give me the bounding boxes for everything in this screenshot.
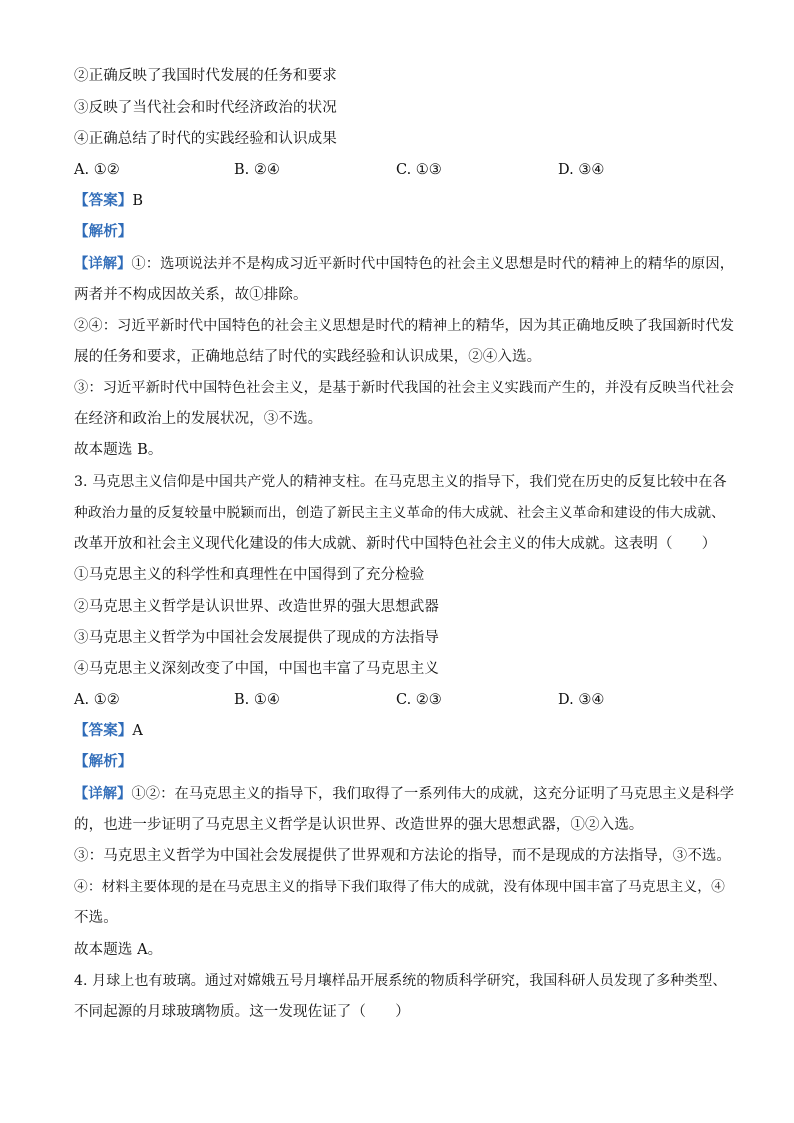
detail-line: ②④：习近平新时代中国特色的社会主义思想是时代的精神上的精华，因为其正确地反映了我国新时代发 <box>74 318 735 334</box>
detail-line <box>74 254 734 274</box>
question-stem: 3. 马克思主义信仰是中国共产党人的精神支柱。在马克思主义的指导下，我们党在历史的反复比较中在各 <box>74 474 727 490</box>
statement-2: ②马克思主义哲学是认识世界、改造世界的强大思想武器 <box>74 599 439 615</box>
detail-text: ①②：在马克思主义的指导下，我们取得了一系列伟大的成就，这充分证明了马克思主义是科学 <box>131 786 735 802</box>
option-a: A. ①② <box>74 162 120 178</box>
statement-2: ②正确反映了我国时代发展的任务和要求 <box>74 68 337 84</box>
statement-4: ④正确总结了时代的实践经验和认识成果 <box>74 131 337 147</box>
option-b: B. ①④ <box>234 692 280 708</box>
detail-line <box>74 784 734 804</box>
analysis-heading <box>74 222 734 242</box>
analysis-heading <box>74 752 734 772</box>
option-c: C. ②③ <box>396 692 442 708</box>
answer-tag: 【答案】 <box>74 192 133 209</box>
detail-line: 的，也进一步证明了马克思主义哲学是认识世界、改造世界的强大思想武器，①②入选。 <box>74 817 644 833</box>
conclusion-line: 故本题选 B。 <box>74 442 163 458</box>
answer-line <box>74 191 734 211</box>
statement-3: ③马克思主义哲学为中国社会发展提供了现成的方法指导 <box>74 630 439 646</box>
statement-3: ③反映了当代社会和时代经济政治的状况 <box>74 100 337 116</box>
option-c: C. ①③ <box>396 162 442 178</box>
analysis-tag: 【解析】 <box>74 753 133 770</box>
option-d: D. ③④ <box>558 692 605 708</box>
question-stem: 4. 月球上也有玻璃。通过对嫦娥五号月壤样品开展系统的物质科学研究，我国科研人员发现了多种类型、 <box>74 973 727 989</box>
option-b: B. ②④ <box>234 162 280 178</box>
answer-value: A <box>132 723 143 739</box>
answer-value: B <box>132 193 144 209</box>
statement-4: ④马克思主义深刻改变了中国，中国也丰富了马克思主义 <box>74 661 439 677</box>
question-stem: 不同起源的月球玻璃物质。这一发现佐证了（ ） <box>74 1004 410 1020</box>
detail-line: 不选。 <box>74 910 118 926</box>
detail-line: 两者并不构成因故关系，故①排除。 <box>74 287 308 303</box>
analysis-tag: 【解析】 <box>74 223 133 240</box>
detail-line: 展的任务和要求，正确地总结了时代的实践经验和认识成果，②④入选。 <box>74 349 542 365</box>
question-stem: 改革开放和社会主义现代化建设的伟大成就、新时代中国特色社会主义的伟大成就。这表明（ ） <box>74 536 717 552</box>
answer-line <box>74 721 734 741</box>
detail-tag: 【详解】 <box>74 786 132 802</box>
detail-line: ④：材料主要体现的是在马克思主义的指导下我们取得了伟大的成就，没有体现中国丰富了马克思主义，④ <box>74 879 725 895</box>
detail-text: ①：选项说法并不是构成习近平新时代中国特色的社会主义思想是时代的精神上的精华的原因， <box>131 256 735 272</box>
answer-options <box>74 160 734 180</box>
answer-options <box>74 690 734 710</box>
detail-tag: 【详解】 <box>74 256 132 272</box>
answer-tag: 【答案】 <box>74 722 133 739</box>
option-a: A. ①② <box>74 692 120 708</box>
option-d: D. ③④ <box>558 162 605 178</box>
detail-line: ③：马克思主义哲学为中国社会发展提供了世界观和方法论的指导，而不是现成的方法指导，③不选。 <box>74 848 731 864</box>
conclusion-line: 故本题选 A。 <box>74 942 163 958</box>
question-stem: 种政治力量的反复较量中脱颖而出，创造了新民主主义革命的伟大成就、社会主义革命和建设的伟大成就、 <box>74 505 725 521</box>
statement-1: ①马克思主义的科学性和真理性在中国得到了充分检验 <box>74 567 425 583</box>
detail-line: 在经济和政治上的发展状况，③不选。 <box>74 411 323 427</box>
detail-line: ③：习近平新时代中国特色社会主义，是基于新时代我国的社会主义实践而产生的，并没有反映当代社会 <box>74 380 735 396</box>
